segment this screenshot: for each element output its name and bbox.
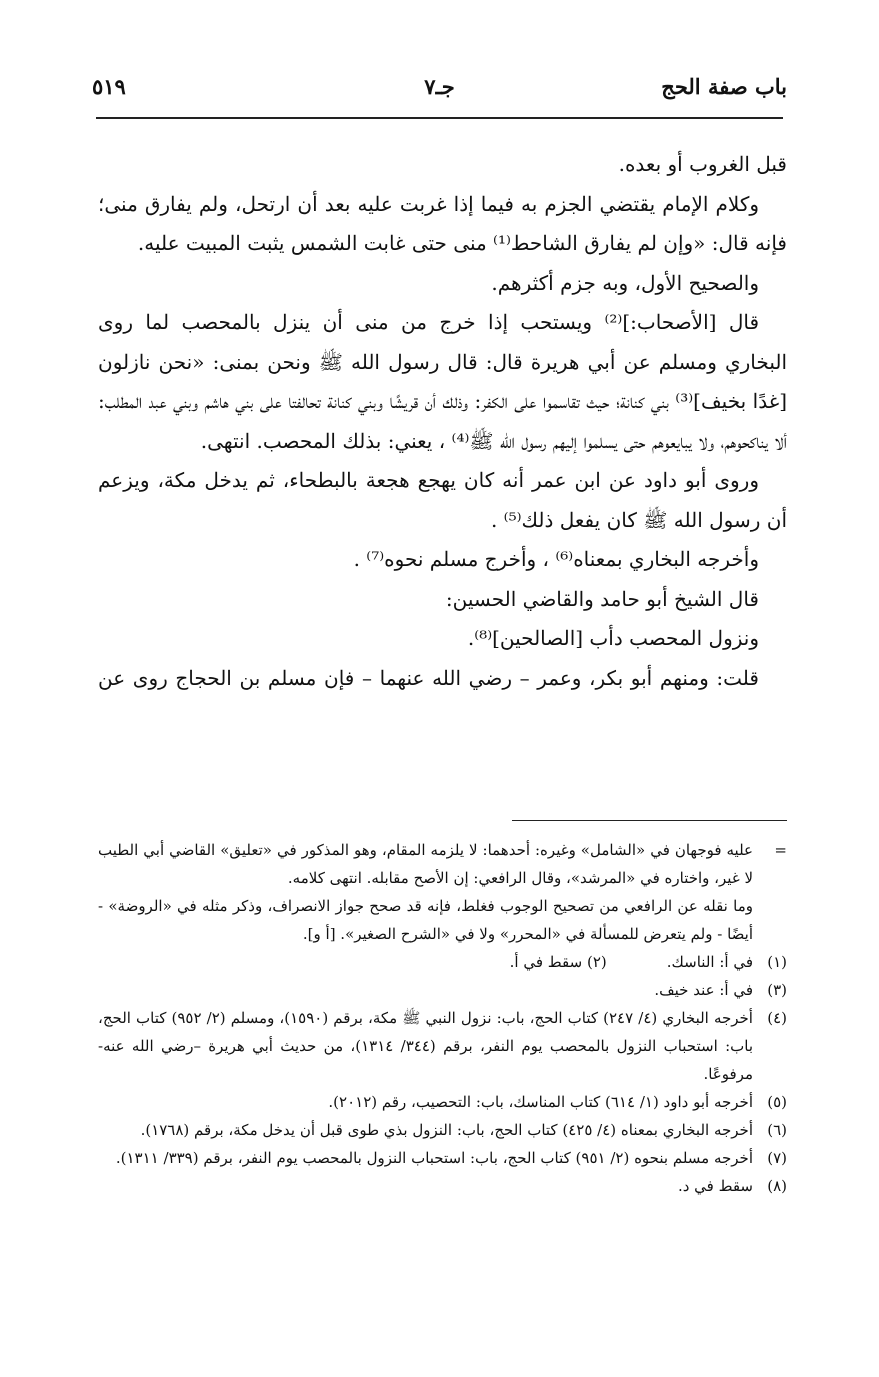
paragraph: وروى أبو داود عن ابن عمر أنه كان يهجع هجعة بالبطحاء، ثم يدخل مكة، ويزعم أن رسول الله ﷺ كان يفعل ذلك⁽⁵⁾ . — [98, 468, 787, 532]
chapter-title: باب صفة الحج — [661, 74, 787, 99]
header-divider — [96, 117, 783, 119]
page-number: ٥١٩ — [92, 74, 126, 99]
footnote-number: (٦) — [767, 1121, 787, 1139]
footnote-text: سقط في أ. — [509, 953, 583, 971]
footnote-divider — [512, 820, 787, 821]
footnote-text: عليه فوجهان في «الشامل» وغيره: أحدهما: لا يلزمه المقام، وهو المذكور في «تعليق» القاضي أبي الطيب لا غير، واختاره في «المرشد»، وقال الرافعي: إن الأصح مقابله. انتهى كلامه. — [98, 841, 753, 887]
footnote-number: (٤) — [767, 1009, 787, 1027]
paragraph: وكلام الإمام يقتضي الجزم به فيما إذا غربت عليه بعد أن ارتحل، ولم يفارق منى؛ فإنه قال: «وإن لم يفارق الشاحط⁽¹⁾ منى حتى غابت الشمس يثبت المبيت عليه. — [98, 191, 787, 255]
footnote-number: (٢) — [586, 953, 607, 971]
footnote-continuation — [98, 836, 787, 892]
footnote — [98, 1172, 787, 1200]
footnote-text: أخرجه البخاري (٤/ ٢٤٧) كتاب الحج، باب: نزول النبي ﷺ مكة، برقم (١٥٩٠)، ومسلم (٢/ ٩٥٢) كتاب الحج، باب: استحباب النزول بالمحصب يوم النفر، برقم (٣٤٤/ ١٣١٤)، من حديث أبي هريرة –رضي الله عنه- مرفوعًا. — [98, 1009, 754, 1083]
paragraph: قال [الأصحاب:]⁽²⁾ ويستحب إذا خرج من منى أن ينزل بالمحصب لما روى البخاري ومسلم عن أبي هريرة قال: قال رسول الله ﷺ ونحن بمنى: «نحن نازلون [غدًا بخيف]⁽³⁾ بني كنانة؛ حيث تقاسموا على الكفر: وذلك أن قريشًا وبني كنانة تحالفتا على بني هاشم وبني عبد المطلب: ألا يناكحوهم، ولا يبايعوهم حتى يسلموا إليهم رسول الله ﷺ⁽⁴⁾ ، يعني: بذلك المحصب. انتهى. — [98, 310, 787, 453]
footnote — [98, 1004, 787, 1088]
paragraph: ونزول المحصب دأب [الصالحين]⁽⁸⁾. — [467, 626, 759, 650]
main-text — [98, 145, 787, 698]
footnote-number: (٣) — [767, 981, 787, 999]
paragraph: والصحيح الأول، وبه جزم أكثرهم. — [491, 270, 759, 295]
continuation-marker: = — [774, 841, 787, 859]
footnote-text: في أ: الناسك. — [666, 953, 753, 971]
footnote-number: (٨) — [767, 1177, 787, 1195]
footnote-text: أخرجه أبو داود (١/ ٦١٤) كتاب المناسك، باب: التحصيب، رقم (٢٠١٢). — [328, 1093, 753, 1111]
footnote-text: أخرجه البخاري بمعناه (٤/ ٤٢٥) كتاب الحج، باب: النزول بذي طوى قبل أن يدخل مكة، برقم (١٧٦٨). — [140, 1121, 753, 1139]
footnotes — [98, 836, 787, 1200]
paragraph: وأخرجه البخاري بمعناه⁽⁶⁾ ، وأخرج مسلم نحوه⁽⁷⁾ . — [353, 547, 759, 571]
footnote-continuation-paragraph: وما نقله عن الرافعي من تصحيح الوجوب فغلط، فإنه قد صحح جواز الانصراف، وذكر مثله في «الروضة» - أيضًا - ولم يتعرض للمسألة في «المحرر» ولا في «الشرح الصغير». [أ و]. — [98, 897, 753, 943]
footnote — [98, 976, 787, 1004]
footnote — [98, 1144, 787, 1172]
footnote-number: (٧) — [767, 1149, 787, 1167]
footnote-number: (١) — [767, 953, 787, 971]
footnote-text: في أ: عند خيف. — [654, 981, 753, 999]
paragraph: قبل الغروب أو بعده. — [618, 152, 787, 176]
footnote — [98, 1116, 787, 1144]
paragraph: قلت: ومنهم أبو بكر، وعمر – رضي الله عنهما – فإن مسلم بن الحجاج روى عن — [98, 665, 759, 690]
volume-label: جـ٧ — [424, 74, 455, 99]
running-header — [92, 74, 787, 108]
footnote — [98, 948, 787, 976]
footnote-text: سقط في د. — [677, 1177, 753, 1195]
footnote — [98, 1088, 787, 1116]
paragraph: قال الشيخ أبو حامد والقاضي الحسين: — [445, 586, 759, 611]
footnote-text: أخرجه مسلم بنحوه (٢/ ٩٥١) كتاب الحج، باب: استحباب النزول بالمحصب يوم النفر، برقم (٣٣٩/ ١٣١١). — [115, 1149, 753, 1167]
footnote-number: (٥) — [767, 1093, 787, 1111]
